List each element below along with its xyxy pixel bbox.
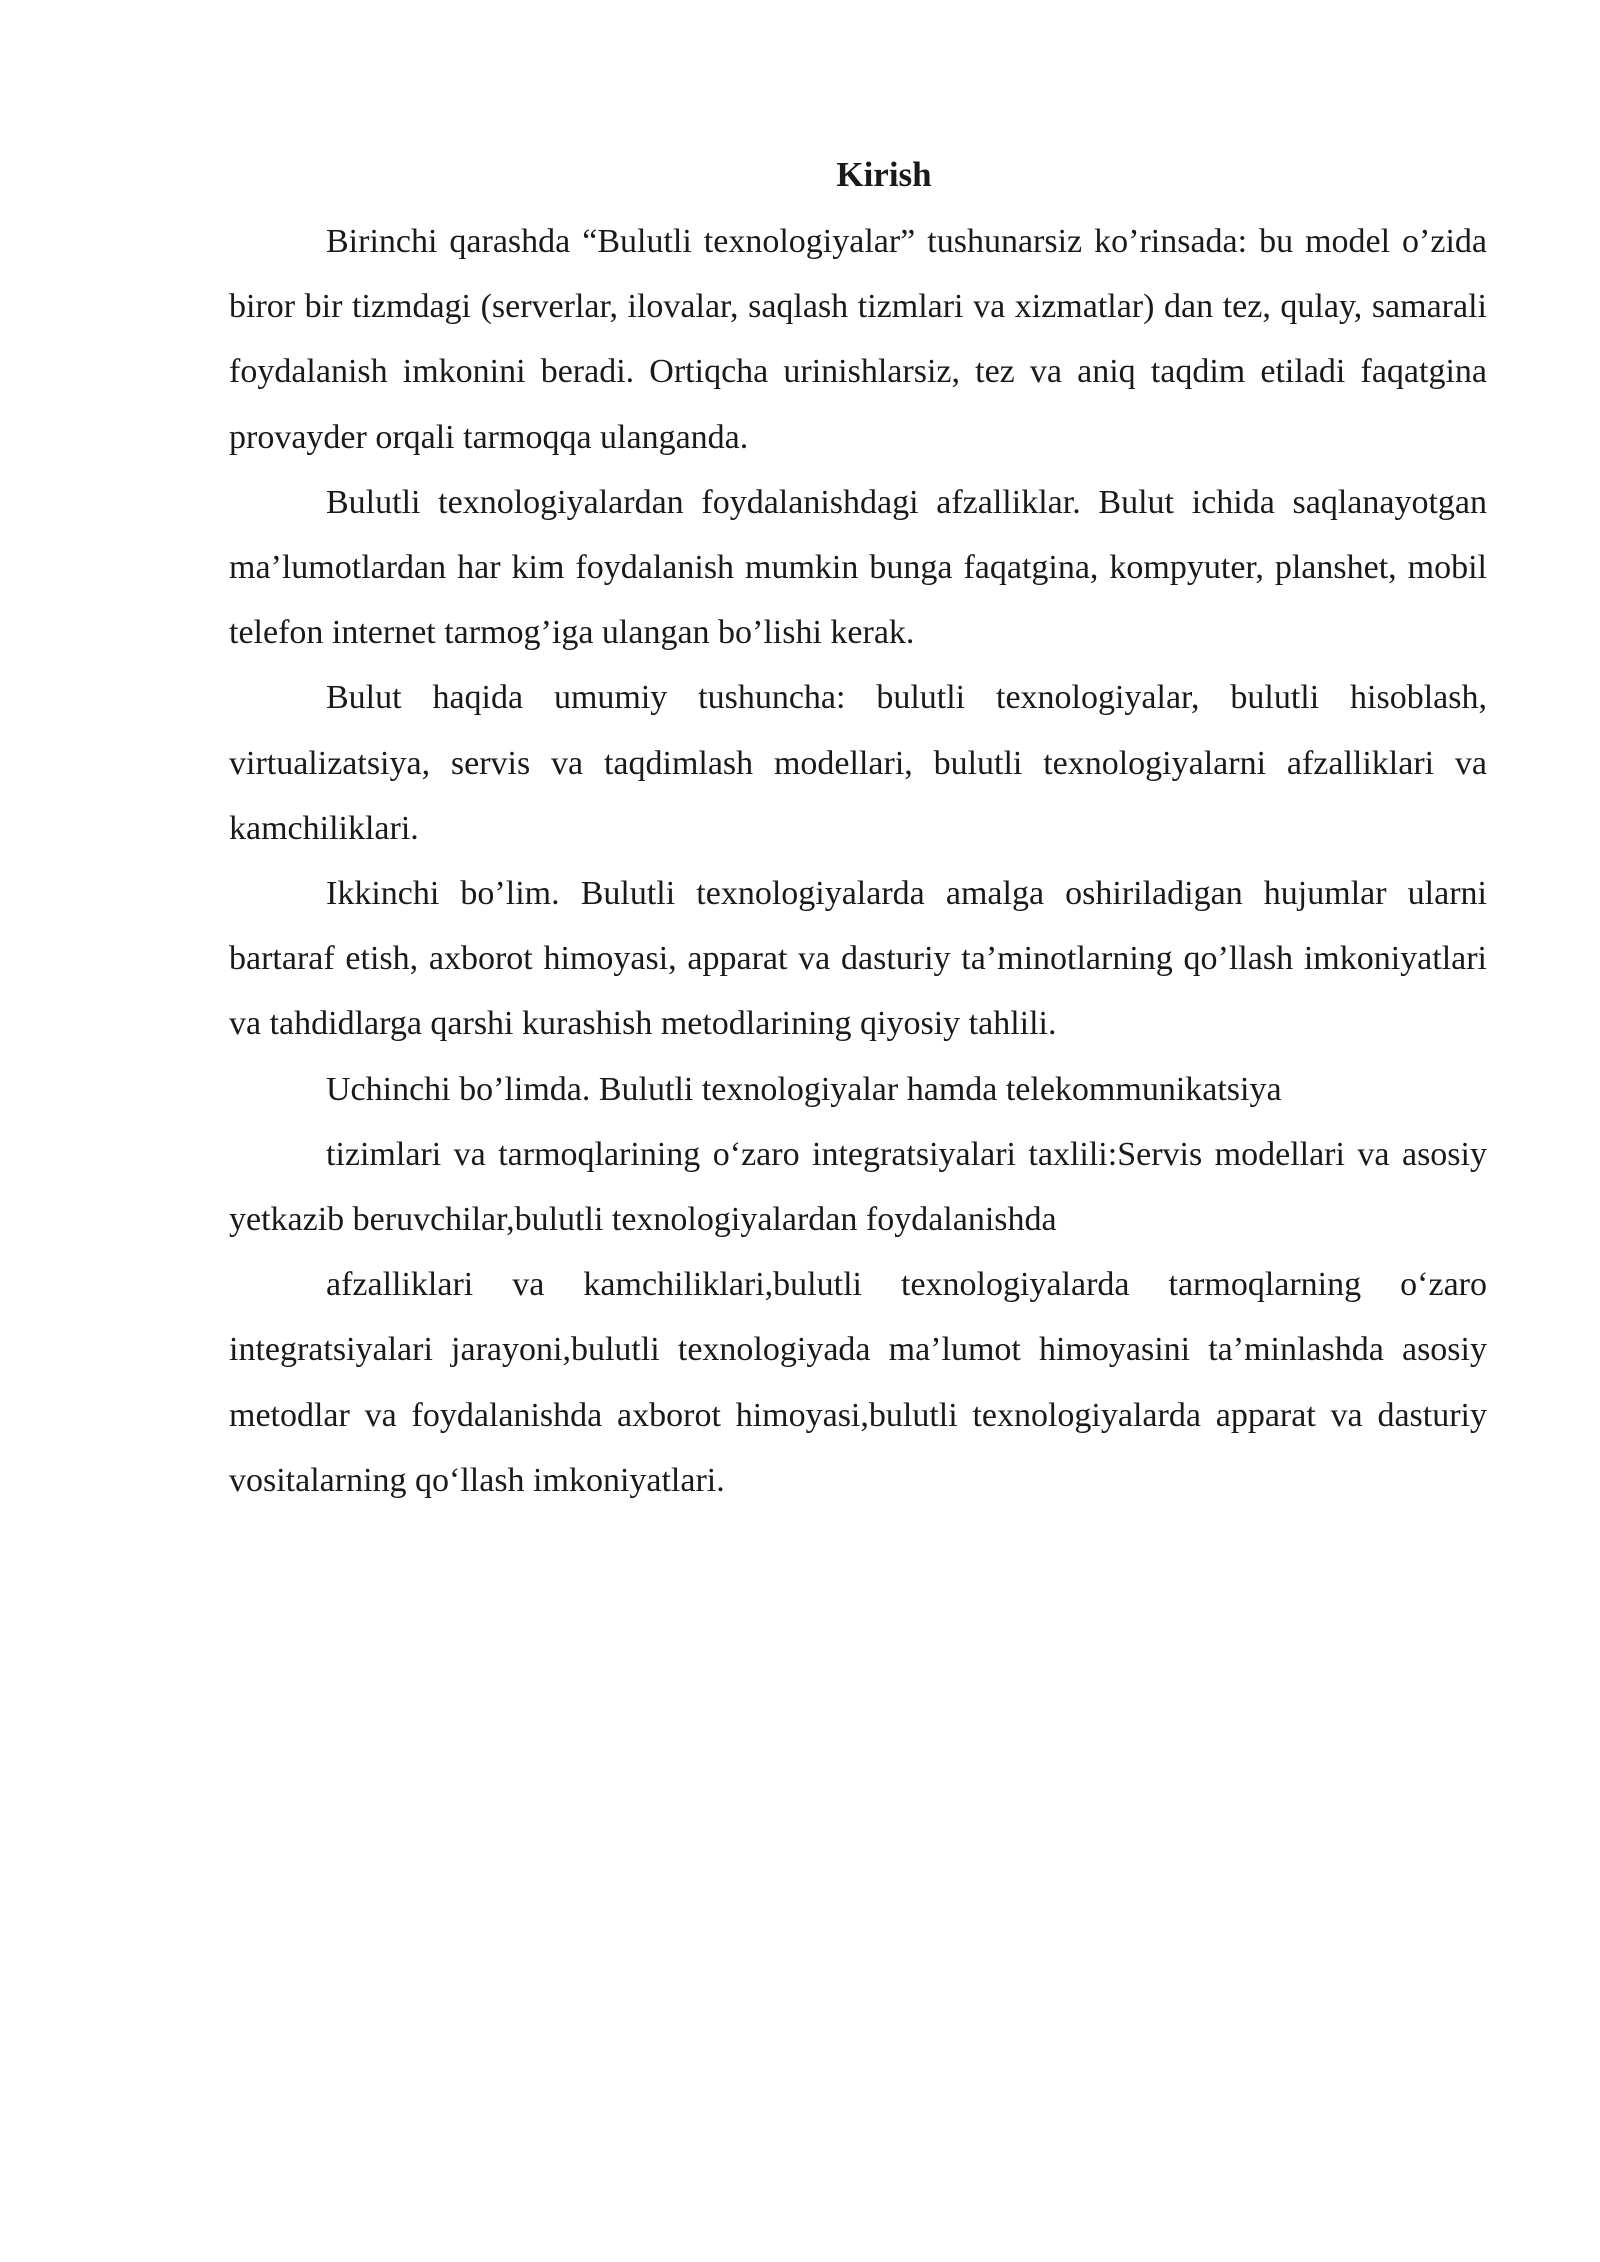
- paragraph-advantages: Bulutli texnologiyalardan foydalanishdagi afzalliklar. Bulut ichida saqlanayotgan ma’lumotlardan har kim foydalanish mumkin bunga faqatgina, kompyuter, planshet, mobil telefon internet tarmog’iga ulangan bo’lishi kerak.: [229, 483, 1487, 652]
- paragraph-section-three-models: tizimlari va tarmoqlarining o‘zaro integratsiyalari taxlili:Servis modellari va asosiy yetkazib beruvchilar,bulutli texnologiyalardan foydalanishda: [229, 1135, 1487, 1239]
- section-heading: Kirish: [836, 155, 932, 194]
- paragraph-section-three-advantages: afzalliklari va kamchiliklari,bulutli texnologiyalarda tarmoqlarning o‘zaro integratsiyalari jarayoni,bulutli texnologiyada ma’lumot himoyasini ta’minlashda asosiy metodlar va foydalanishda axborot himoyasi,bulutli texnologiyalarda apparat va dasturiy vositalarning qo‘llash imkoniyatlari.: [229, 1266, 1487, 1499]
- paragraph-section-two: Ikkinchi bo’lim. Bulutli texnologiyalarda amalga oshiriladigan hujumlar ularni bartaraf etish, axborot himoyasi, apparat va dasturiy ta’minotlarning qo’llash imkoniyatlari va tahdidlarga qarshi kurashish metodlarining qiyosiy tahlili.: [229, 875, 1487, 1043]
- paragraph-intro: Birinchi qarashda “Bulutli texnologiyalar” tushunarsiz ko’rinsada: bu model o’zida biror bir tizmdagi (serverlar, ilovalar, saqlash tizmlari va xizmatlar) dan tez, qulay, samarali foydalanish imkonini beradi. Ortiqcha urinishlarsiz, tez va aniq taqdim etiladi faqatgina provayder orqali tarmoqqa ulanganda.: [229, 223, 1487, 456]
- paragraph-overview: Bulut haqida umumiy tushuncha: bulutli texnologiyalar, bulutli hisoblash, virtualizatsiya, servis va taqdimlash modellari, bulutli texnologiyalarni afzalliklari va kamchiliklari.: [229, 679, 1487, 847]
- document-body: [229, 145, 1487, 1513]
- paragraph-section-three-title: Uchinchi bo’limda. Bulutli texnologiyalar hamda telekommunikatsiya: [326, 1070, 1282, 1108]
